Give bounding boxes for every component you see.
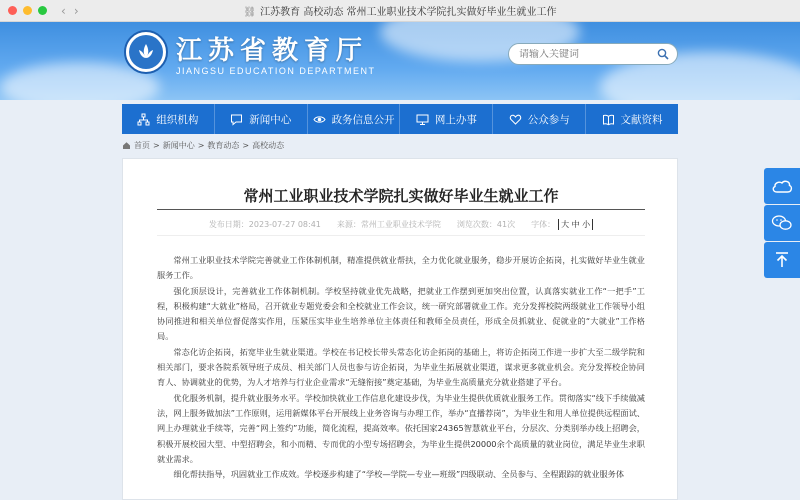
breadcrumb-college-news[interactable]: 高校动态 <box>252 141 285 150</box>
search-input[interactable] <box>519 49 649 60</box>
nav-item-news[interactable] <box>215 104 308 134</box>
site-name-en: JIANGSU EDUCATION DEPARTMENT <box>176 66 376 76</box>
breadcrumb-news[interactable]: 新闻中心 <box>162 141 195 150</box>
monitor-icon <box>416 113 429 126</box>
nav-label: 组织机构 <box>156 113 199 126</box>
wechat-icon <box>771 214 793 232</box>
nav-label: 新闻中心 <box>249 113 292 126</box>
weibo-share-button[interactable] <box>764 168 800 204</box>
site-header <box>0 22 800 100</box>
chat-icon <box>230 113 243 126</box>
breadcrumb: 首页 > 新闻中心 > 教育动态 > 高校动态 <box>122 140 284 151</box>
back-arrow-icon[interactable]: ‹ <box>61 3 66 18</box>
org-icon <box>137 113 150 126</box>
article-paragraph: 细化帮扶指导，巩固就业工作成效。学校逐步构建了“学校—学院—专业—班级”四级联动、全员参与、全程跟踪的就业服务体 <box>173 469 625 480</box>
nav-label: 网上办事 <box>434 113 477 126</box>
view-count: 浏览次数：41次 <box>456 220 516 229</box>
browser-titlebar <box>0 0 800 22</box>
lotus-emblem-icon <box>135 41 157 63</box>
main-nav <box>122 104 678 134</box>
nav-item-gov-info[interactable] <box>308 104 401 134</box>
back-to-top-button[interactable] <box>764 242 800 278</box>
search-icon[interactable] <box>657 48 669 60</box>
article-paragraph: 常态化访企拓岗，拓宽毕业生就业渠道。学校在书记校长带头常态化访企拓岗的基础上，将访企拓岗工作进一步扩大至二级学院和相关部门，要求各院系领导班子成员、相关部门人员也参与访企拓岗，为毕业生拓展就业渠道，谋求更多就业机会。充分发挥校企协同育人、协调就业的优势，为人才培养与行业企业需求“无缝衔接”奠定基础，为毕业生高质量充分就业搭建了平台。 <box>157 346 645 388</box>
divider <box>157 235 645 236</box>
arrow-up-icon <box>773 251 791 269</box>
font-size-label: 字体： <box>531 220 556 229</box>
nav-label: 政务信息公开 <box>331 113 395 126</box>
site-name: 江苏省教育厅 <box>176 36 369 66</box>
tab-title-text: 常州工业职业技术学院扎实做好毕业生就业工作 <box>346 7 557 18</box>
divider <box>157 209 645 210</box>
font-size-options[interactable]: 大 中 小 <box>558 219 593 230</box>
tab-link-text: 江苏教育 高校动态 <box>260 7 344 18</box>
link-icon: ⛓ <box>243 7 257 18</box>
article-paragraph: 强化顶层设计，完善就业工作体制机制。学校坚持就业优先战略，把就业工作摆到更加突出位置，认真落实就业工作“一把手”工程，积极构建“大就业”格局，召开就业专题党委会和全校就业工作会议，统一研究部署就业工作。充分发挥校院两级就业工作领导小组协同推进和相关单位督促落实作用，压紧压实毕业生培养单位主体责任和教师全员责任，形成全员抓就业、促就业的“大就业”工作格局。 <box>157 285 645 342</box>
search-box[interactable] <box>508 43 678 65</box>
article-title: 常州工业职业技术学院扎实做好毕业生就业工作 <box>243 187 559 205</box>
nav-item-public-participation[interactable] <box>493 104 586 134</box>
nav-item-organization[interactable] <box>122 104 215 134</box>
nav-label: 公众参与 <box>527 113 570 126</box>
heart-icon <box>509 113 522 126</box>
nav-item-online-services[interactable] <box>400 104 493 134</box>
article-source: 来源：常州工业职业技术学院 <box>336 220 441 229</box>
eye-icon <box>313 113 326 126</box>
forward-arrow-icon[interactable]: › <box>73 3 79 18</box>
wechat-share-button[interactable] <box>764 205 800 241</box>
article-paragraph: 优化服务机制，提升就业服务水平。学校加快就业工作信息化建设步伐，为毕业生提供优质就业服务工作。贯彻落实“线下手续做减法，网上服务做加法”工作原则，运用新媒体平台开展线上业务咨询与办理工作，举办“直播荐岗”，为毕业生和用人单位提供远程面试、网上办理就业手续等，完善“网上签约”功能，简化流程，提高效率。依托国家24365智慧就业平台，分层次、分类别举办线上招聘会，积极开展校园大型、中型招聘会，和小而精、专而优的小型专场招聘会，为毕业生提供20000余个高质量的就业岗位，满足毕业生求职就业需求。 <box>157 392 645 464</box>
article-panel <box>122 158 678 500</box>
nav-item-documents[interactable] <box>586 104 678 134</box>
cloud-chat-icon <box>771 177 793 195</box>
site-logo[interactable] <box>124 30 168 74</box>
font-size-control <box>531 219 593 230</box>
breadcrumb-edu-news[interactable]: 教育动态 <box>207 141 240 150</box>
home-icon <box>122 141 131 150</box>
book-icon <box>602 113 615 126</box>
nav-label: 文献资料 <box>620 113 663 126</box>
publish-date: 发布日期：2023-07-27 08:41 <box>208 220 321 229</box>
browser-tab-title <box>0 3 800 18</box>
article-meta <box>123 219 678 230</box>
article-paragraph: 常州工业职业技术学院完善就业工作体制机制，精准提供就业帮扶，全力优化就业服务，稳步开展访企拓岗，扎实做好毕业生就业服务工作。 <box>157 255 645 281</box>
breadcrumb-home[interactable]: 首页 <box>134 141 150 150</box>
article-body <box>157 253 645 482</box>
